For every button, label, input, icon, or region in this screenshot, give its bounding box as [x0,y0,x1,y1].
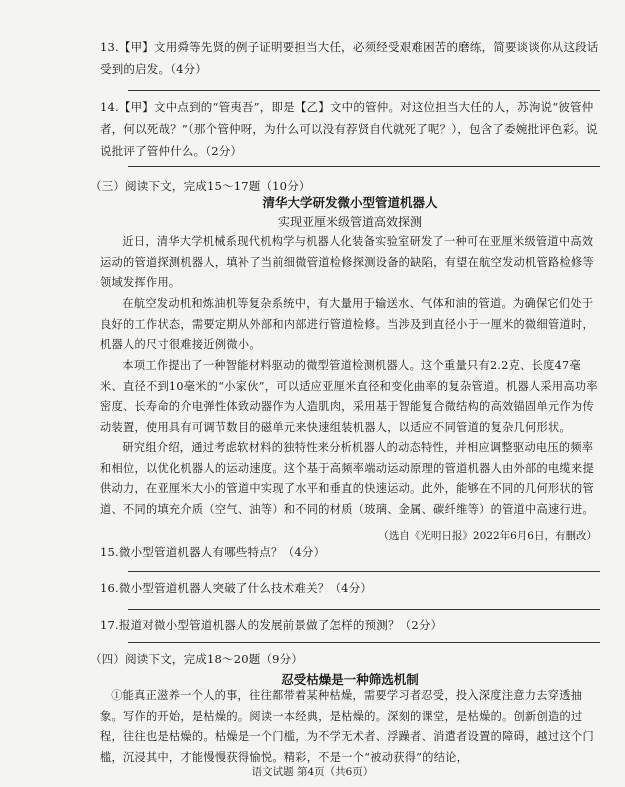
article-1-subtitle: 实现亚厘米级管道高效探测 [277,215,422,229]
article-1-paragraph-3: 本项工作提出了一种智能材料驱动的微型管道检测机器人。这个重量只有2.2克、长度47毫米、直径不到10毫米的“小家伙”，可以适应亚厘米直径和变化曲率的复杂管道。机器人采用高功率密度、长寿命的介电弹性体致动器作为人造肌肉，采用基于智能复合微结构的高效锚固单元作为传动装置，使用具有可调节数目的磁单元来快速组装机器人，以适应不同管道的复杂几何形状。 [100,359,598,434]
section-3-heading: （三）阅读下文，完成15～17题（10分） [90,179,311,193]
article-1-paragraph-2: 在航空发动机和炼油机等复杂系统中，有大量用于输送水、气体和油的管道。为确保它们处于良好的工作状态，需要定期从外部和内部进行管道检修。当涉及到直径小于一厘米的微细管道时，机器人的尺寸很难接近例微小。 [100,297,594,352]
article-2-title: 忍受枯燥是一种筛选机制 [281,672,419,687]
answer-line-13 [128,90,600,91]
article-1-title: 清华大学研发微小型管道机器人 [262,195,438,210]
question-14: 14.【甲】文中点到的“管夷吾”，即是【乙】文中的管仲。对这位担当大任的人，苏洵说“彼管仲者，何以死哉？”（那个管仲呀，为什么可以没有荐贤自代就死了呢？），包含了委婉批评色彩。说说批评了管仲什么。（2分） [100,100,598,158]
article-2-paragraph-1: ①能真正滋养一个人的事，往往都带着某种枯燥，需要学习者忍受，投入深度注意力去穿透抽象。写作的开始，是枯燥的。阅读一本经典，是枯燥的。深刻的课堂，是枯燥的。创新创造的过程，往往也是枯燥的。枯燥是一个门槛，为不学无术者、浮躁者、消遣者设置的障碍，越过这个门槛，沉浸其中，才能慢慢获得愉悦。精彩，不是一个“被动获得”的结论， [100,689,594,764]
answer-line-14 [128,166,600,167]
article-1-source: （选自《光明日报》2022年6月6日，有删改） [378,530,597,542]
question-16: 16.微小型管道机器人突破了什么技术难关？（4分） [100,581,373,595]
question-13: 13.【甲】文用舜等先贤的例子证明要担当大任，必须经受艰难困苦的磨练，简要谈谈你从这段话受到的启发。（4分） [100,40,599,76]
section-4-heading: （四）阅读下文，完成18～20题（9分） [90,652,304,666]
article-1-paragraph-4: 研究组介绍，通过考虑软材料的独特性来分析机器人的动态特性，并相应调整驱动电压的频率和相位，以优化机器人的运动速度。这个基于高频率端动运动原理的管道机器人由外部的电缆来提供动力，在亚厘米大小的管道中实现了水平和垂直的快速运动。此外，能够在不同的几何形状的管道、不同的填充介质（空气、油等）和不同的材质（玻璃、金属、碳纤维等）的管道中高速行进。 [100,441,594,516]
answer-line-15 [128,571,600,572]
answer-line-16 [128,609,600,610]
question-15: 15.微小型管道机器人有哪些特点？（4分） [100,545,326,559]
answer-line-17 [128,642,600,643]
article-1-paragraph-1: 近日，清华大学机械系现代机构学与机器人化装备实验室研发了一种可在亚厘米级管道中高效运动的管道探测机器人，填补了当前细微管道检修探测设备的缺陷，有望在航空发动机管路检修等领域发挥作用。 [100,235,594,290]
page-footer: 语文试题 第4页（共6页） [251,766,374,778]
question-17: 17.报道对微小型管道机器人的发展前景做了怎样的预测？（2分） [100,618,443,632]
